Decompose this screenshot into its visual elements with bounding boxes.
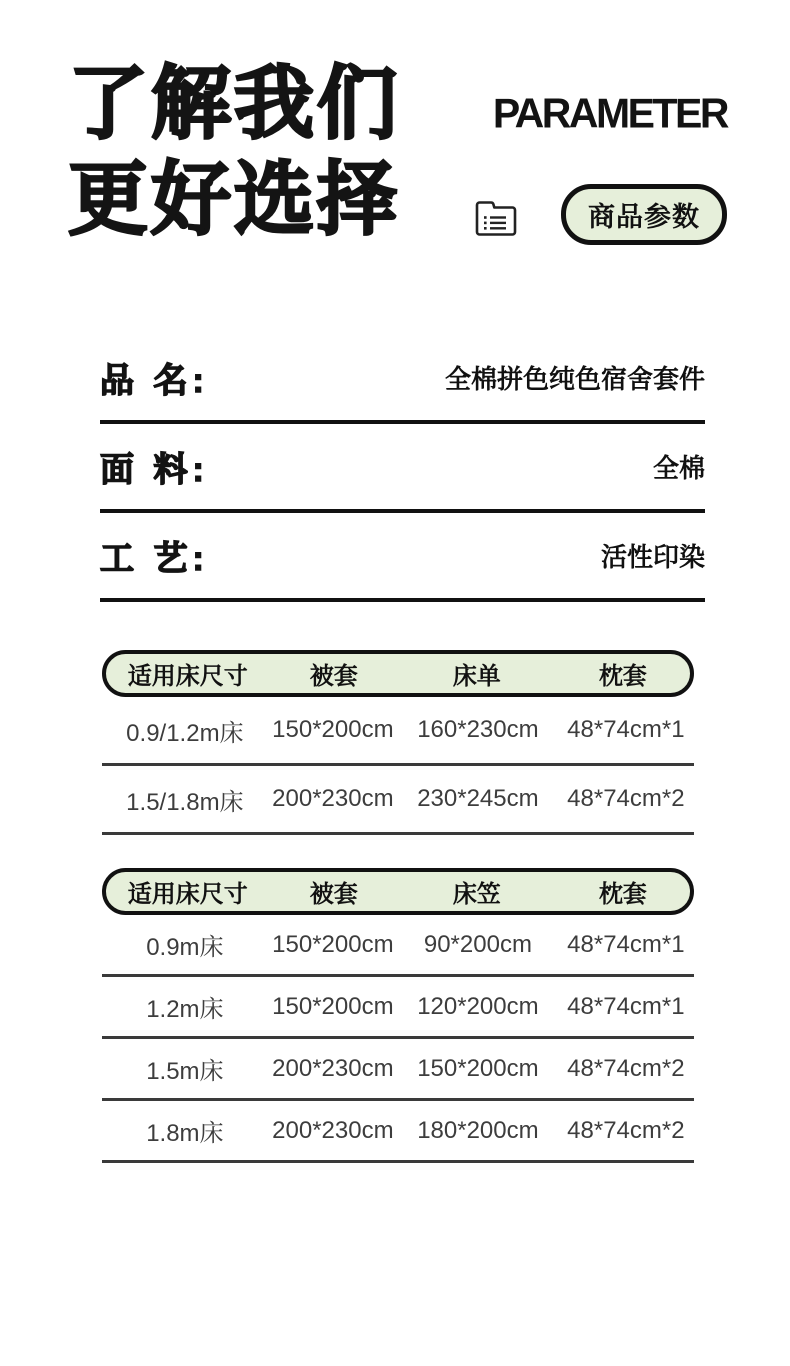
- table-cell: 200*230cm: [272, 785, 394, 812]
- table-cell: 120*200cm: [417, 992, 539, 1020]
- table-cell: 48*74cm*2: [567, 1054, 685, 1082]
- spec-list: [100, 335, 705, 602]
- page-title-line2: 更好选择: [68, 155, 400, 244]
- table-cell: 1.2m床: [146, 996, 224, 1023]
- table-cell: 90*200cm: [423, 930, 532, 958]
- table-header: [102, 650, 694, 697]
- table-cell: 150*200cm: [417, 1054, 539, 1082]
- size-table-fitted-sheet: [102, 868, 694, 1163]
- table-cell: 200*230cm: [272, 1116, 394, 1144]
- table-cell: 150*200cm: [272, 716, 394, 743]
- header-cell: 枕套: [598, 663, 647, 690]
- page-title-line1: 了解我们: [68, 59, 400, 148]
- table-row: [102, 697, 694, 766]
- table-cell: 48*74cm*2: [567, 1116, 685, 1144]
- spec-row-product-name: [100, 335, 705, 424]
- spec-label: 工 艺:: [100, 540, 209, 578]
- badge-row: [473, 184, 727, 245]
- spec-row-fabric: [100, 424, 705, 513]
- spec-row-craft: [100, 513, 705, 602]
- table-header: [102, 868, 694, 915]
- spec-value: 全棉: [652, 453, 705, 483]
- header-cell: 枕套: [598, 881, 647, 908]
- header-cell: 适用床尺寸: [127, 663, 248, 690]
- page-title: [68, 56, 400, 248]
- product-params-badge: 商品参数: [561, 184, 727, 245]
- spec-label: 面 料:: [100, 451, 209, 489]
- table-row: [102, 766, 694, 835]
- header-cell: 被套: [309, 881, 358, 908]
- table-cell: 0.9m床: [146, 934, 224, 961]
- table-cell: 48*74cm*1: [567, 716, 685, 743]
- table-row: [102, 915, 694, 977]
- table-cell: 150*200cm: [272, 930, 394, 958]
- table-cell: 1.5m床: [146, 1058, 224, 1085]
- table-cell: 180*200cm: [417, 1116, 539, 1144]
- spec-label: 品 名:: [100, 362, 209, 400]
- table-cell: 230*245cm: [417, 785, 539, 812]
- table-cell: 1.5/1.8m床: [126, 788, 244, 816]
- table-cell: 1.8m床: [146, 1120, 224, 1147]
- table-row: [102, 1101, 694, 1163]
- table-row: [102, 1039, 694, 1101]
- spec-value: 全棉拼色纯色宿舍套件: [444, 364, 705, 394]
- table-cell: 0.9/1.2m床: [126, 719, 244, 747]
- header-cell: 适用床尺寸: [127, 881, 248, 908]
- table-cell: 48*74cm*2: [567, 785, 685, 812]
- table-row: [102, 977, 694, 1039]
- table-cell: 150*200cm: [272, 992, 394, 1020]
- table-cell: 160*230cm: [417, 716, 539, 743]
- folder-list-icon: [473, 194, 519, 236]
- header-cell: 床笠: [452, 881, 501, 908]
- header-cell: 被套: [309, 663, 358, 690]
- size-table-flat-sheet: [102, 650, 694, 835]
- parameter-wordmark: PARAMETER: [492, 90, 727, 137]
- table-cell: 200*230cm: [272, 1054, 394, 1082]
- table-cell: 48*74cm*1: [567, 930, 685, 958]
- spec-value: 活性印染: [600, 542, 705, 572]
- header-cell: 床单: [452, 663, 501, 690]
- table-cell: 48*74cm*1: [567, 992, 685, 1020]
